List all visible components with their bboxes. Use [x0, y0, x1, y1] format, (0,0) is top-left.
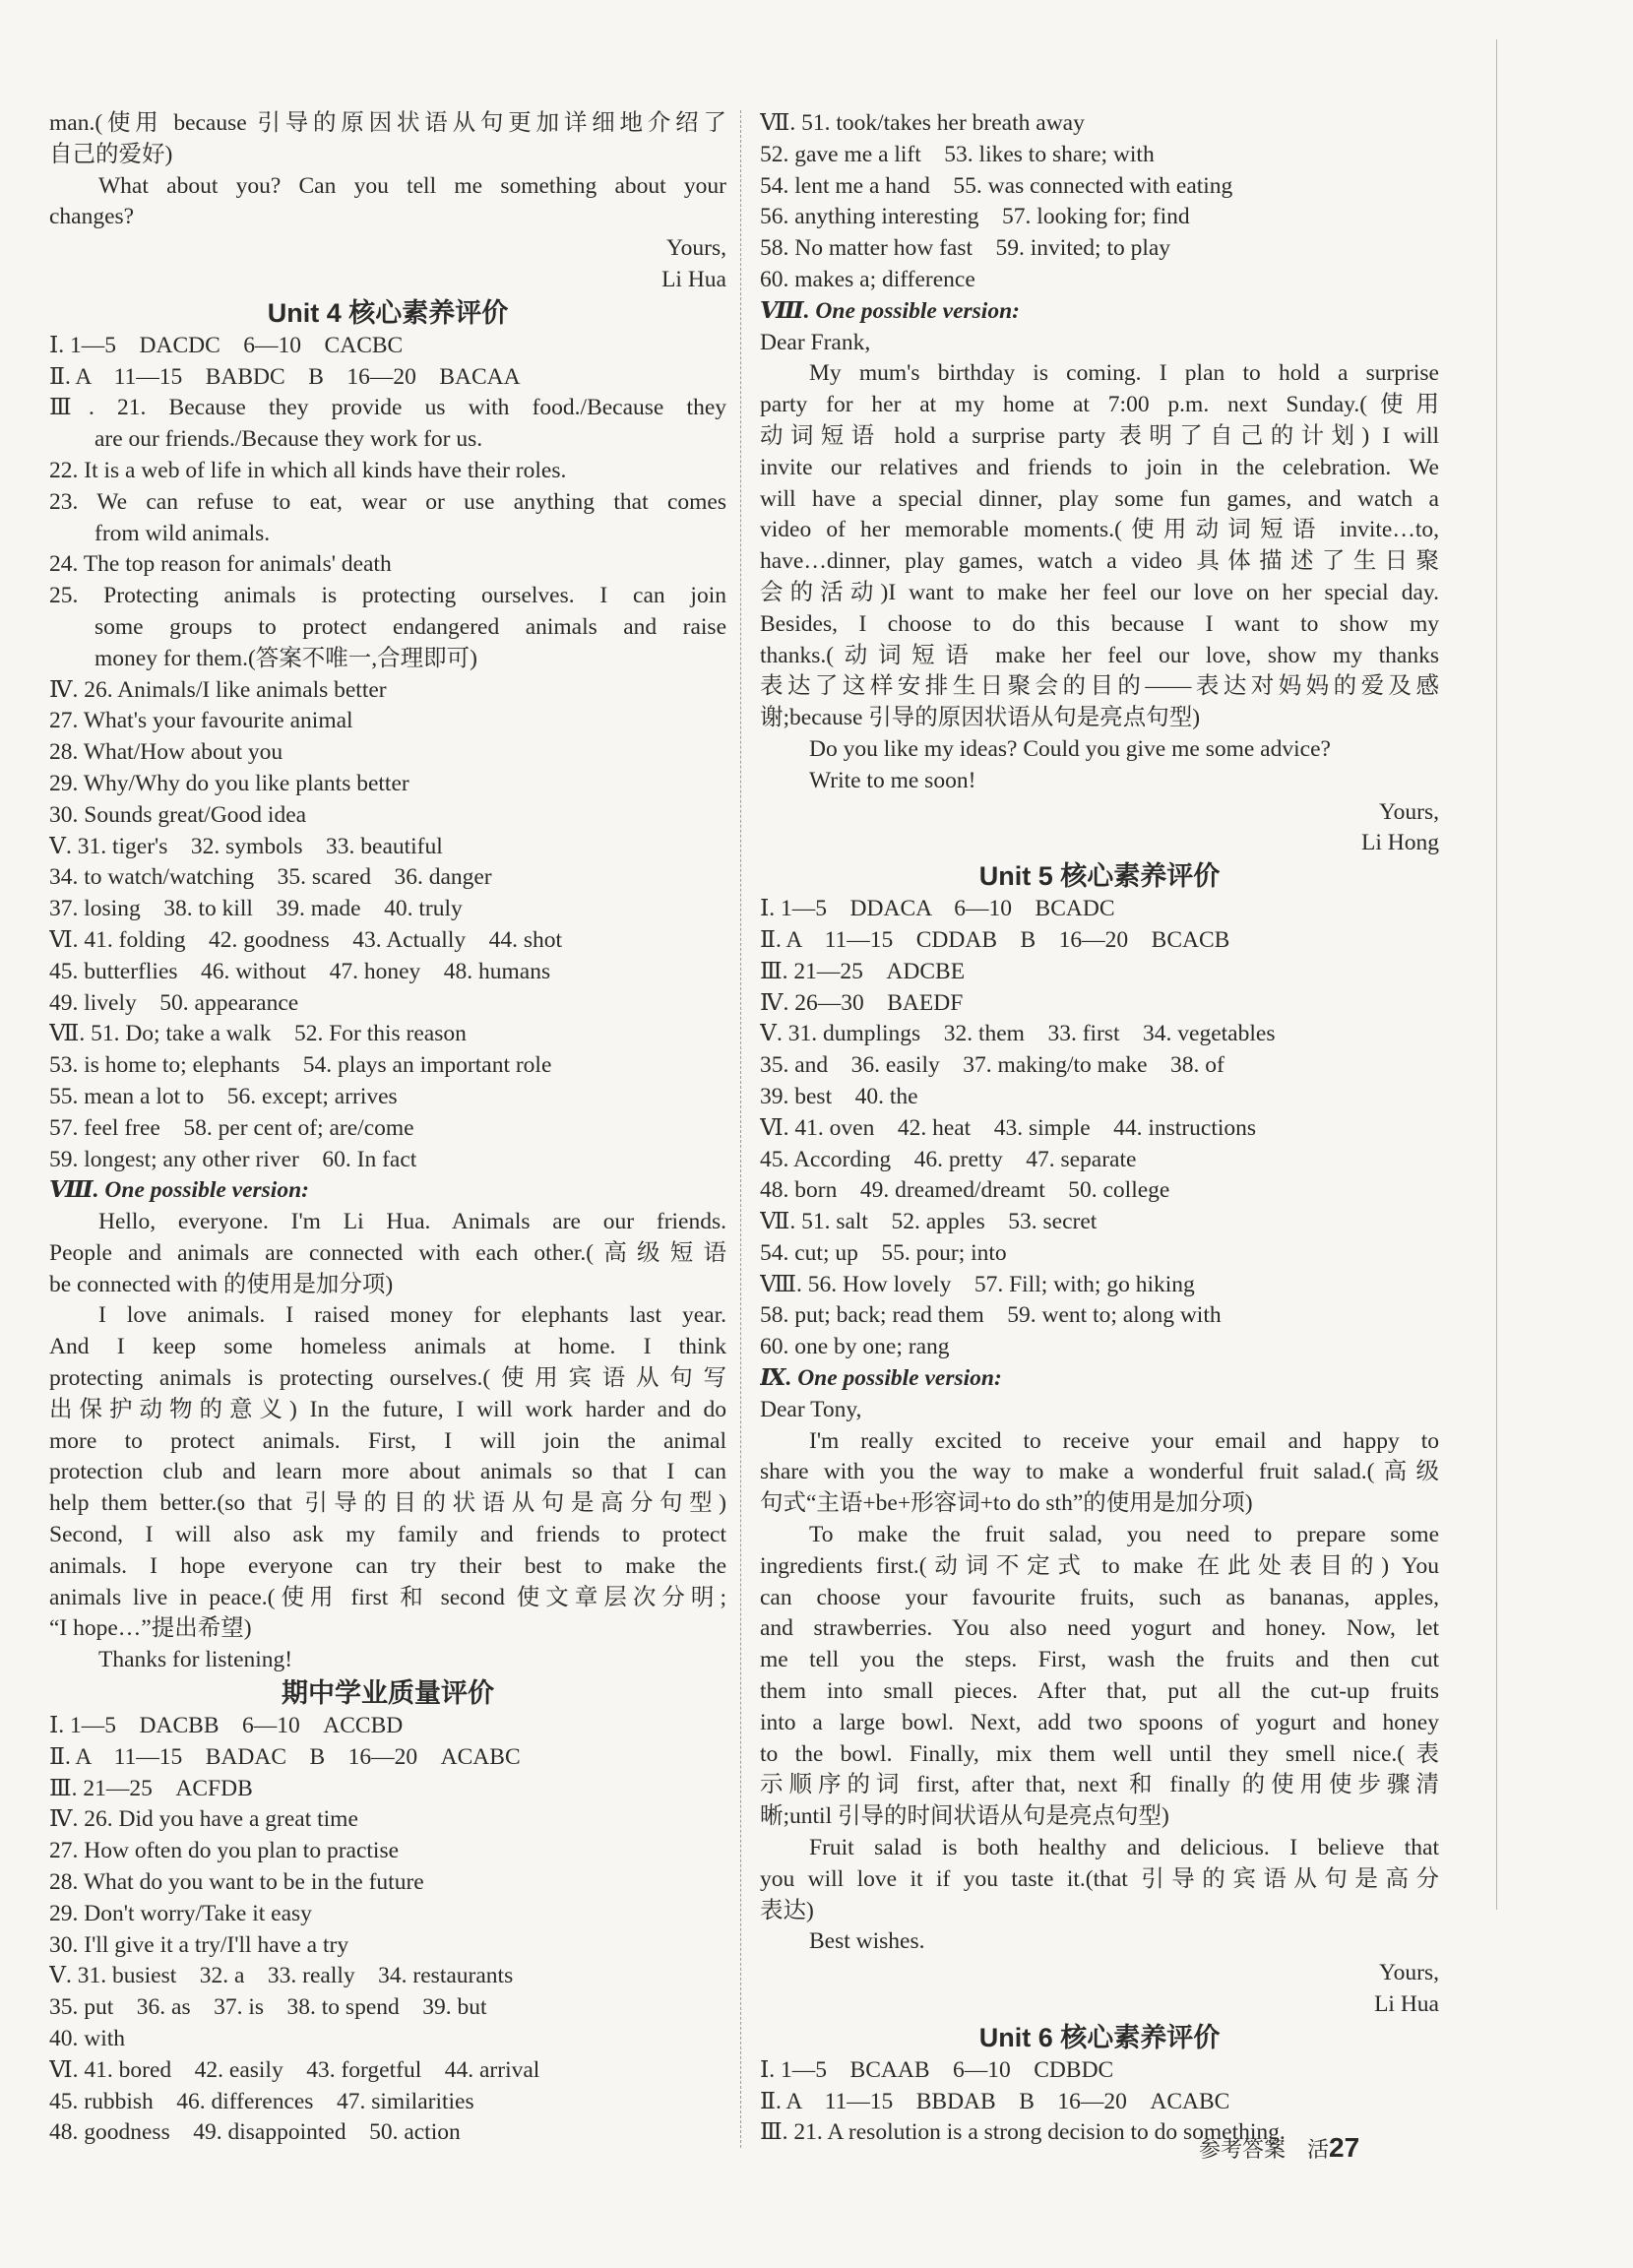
text-line: Ⅷ. 56. How lovely 57. Fill; with; go hiking — [760, 1271, 1195, 1297]
text-line: 表达) — [760, 1897, 814, 1923]
text-line: Ⅱ. A 11—15 BBDAB B 16—20 ACABC — [760, 2088, 1230, 2114]
scan-edge-line — [1496, 39, 1497, 1910]
section-heading: Unit 4 核心素养评价 — [267, 297, 509, 328]
column-divider — [740, 110, 741, 2148]
text-line: and strawberries. You also need yogurt and honey. Now, let — [760, 1615, 1439, 1642]
text-line: Hello, everyone. I'm Li Hua. Animals are our friends. — [98, 1209, 726, 1235]
text-line: 37. losing 38. to kill 39. made 40. truly — [49, 896, 463, 922]
text-line: Ⅰ. 1—5 DACBB 6—10 ACCBD — [49, 1713, 404, 1739]
text-line: changes? — [49, 204, 135, 230]
text-line: I love animals. I raised money for elephants last year. — [98, 1302, 726, 1329]
text-line: Write to me soon! — [809, 767, 976, 793]
text-line: 45. According 46. pretty 47. separate — [760, 1146, 1137, 1172]
text-line: 23. We can refuse to eat, wear or use anything that comes — [49, 488, 726, 515]
text-line: Yours, — [1379, 1960, 1439, 1986]
text-line: ingredients first.(动词不定式 to make 在此处表目的) You — [760, 1552, 1439, 1579]
text-line: from wild animals. — [94, 520, 271, 546]
text-line: Ⅶ. 51. took/takes her breath away — [760, 110, 1085, 136]
text-line: Ⅰ. 1—5 DACDC 6—10 CACBC — [49, 332, 404, 358]
text-line: People and animals are connected with each other.(高级短语 — [49, 1239, 726, 1266]
right-column — [760, 108, 1439, 2149]
text-line: To make the fruit salad, you need to prepare some — [809, 1522, 1439, 1548]
text-line: are our friends./Because they work for us. — [94, 426, 483, 453]
text-line: 60. one by one; rang — [760, 1334, 950, 1360]
text-line: will have a special dinner, play some fun games, and watch a — [760, 485, 1439, 512]
text-line: Ⅶ. 51. Do; take a walk 52. For this reason — [49, 1021, 467, 1047]
text-line: Li Hong — [1361, 830, 1439, 856]
text-line: Ⅳ. 26. Did you have a great time — [49, 1806, 358, 1833]
text-line: 句式“主语+be+形容词+to do sth”的使用是加分项) — [760, 1490, 1253, 1517]
text-line: 22. It is a web of life in which all kinds have their roles. — [49, 457, 567, 483]
text-line: Ⅴ. 31. busiest 32. a 33. really 34. restaurants — [49, 1963, 514, 1989]
text-line: Li Hua — [1374, 1991, 1439, 2018]
text-line: 58. put; back; read them 59. went to; along with — [760, 1302, 1222, 1329]
text-line: Ⅵ. 41. folding 42. goodness 43. Actually 44. shot — [49, 926, 563, 953]
text-line: 59. longest; any other river 60. In fact — [49, 1146, 417, 1172]
text-line: 55. mean a lot to 56. except; arrives — [49, 1083, 398, 1109]
text-line: 27. How often do you plan to practise — [49, 1838, 400, 1864]
text-line: you will love it if you taste it.(that 引导的宾语从句是高分 — [760, 1865, 1439, 1892]
text-line: be connected with 的使用是加分项) — [49, 1271, 394, 1297]
text-line: 49. lively 50. appearance — [49, 989, 299, 1016]
page-number: 27 — [1329, 2132, 1360, 2163]
section-heading: 期中学业质量评价 — [282, 1678, 494, 1709]
text-line: Best wishes. — [809, 1928, 925, 1955]
text-line: Ⅲ. 21—25 ACFDB — [49, 1775, 253, 1801]
text-line: 56. anything interesting 57. looking for; find — [760, 204, 1190, 230]
section-heading: Unit 6 核心素养评价 — [978, 2022, 1221, 2052]
text-line: Do you like my ideas? Could you give me some advice? — [809, 735, 1331, 762]
text-line: Ⅵ. 41. bored 42. easily 43. forgetful 44. arrival — [49, 2056, 540, 2083]
text-line: Ⅱ. A 11—15 CDDAB B 16—20 BCACB — [760, 926, 1230, 953]
text-line: 52. gave me a lift 53. likes to share; with — [760, 141, 1155, 167]
text-line: 35. and 36. easily 37. making/to make 38. of — [760, 1052, 1225, 1079]
text-line: Ⅰ. 1—5 DDACA 6—10 BCADC — [760, 896, 1115, 922]
text-line: money for them.(答案不唯一,合理即可) — [94, 645, 478, 671]
text-line: me tell you the steps. First, wash the fruits and then cut — [760, 1647, 1439, 1673]
text-line: I'm really excited to receive your email and happy to — [809, 1427, 1439, 1454]
text-line: 34. to watch/watching 35. scared 36. danger — [49, 864, 492, 891]
text-line: animals live in peace.(使用 first 和 second 使文章层次分明; — [49, 1584, 726, 1610]
text-line: video of her memorable moments.(使用动词短语 invite…to, — [760, 517, 1439, 543]
text-line: Dear Tony, — [760, 1396, 862, 1422]
text-line: 会的活动)I want to make her feel our love on her special day. — [760, 579, 1439, 605]
left-column — [49, 108, 726, 2149]
text-line: Yours, — [1379, 798, 1439, 825]
text-line: have…dinner, play games, watch a video 具体描述了生日聚 — [760, 548, 1439, 575]
section-heading: Unit 5 核心素养评价 — [978, 861, 1221, 892]
text-line: more to protect animals. First, I will join the animal — [49, 1427, 726, 1454]
text-line: them into small pieces. After that, put all the cut-up fruits — [760, 1678, 1439, 1705]
text-line: 39. best 40. the — [760, 1083, 918, 1109]
text-line: animals. I hope everyone can try their best to make the — [49, 1552, 726, 1579]
text-line: Yours, — [666, 235, 726, 262]
text-line: And I keep some homeless animals at home. I think — [49, 1334, 726, 1360]
text-line: 动词短语 hold a surprise party 表明了自己的计划) I will — [760, 422, 1439, 449]
text-line: 45. butterflies 46. without 47. honey 48. humans — [49, 958, 551, 984]
text-line: help them better.(so that 引导的目的状语从句是高分句型) — [49, 1490, 726, 1517]
text-line: 27. What's your favourite animal — [49, 708, 353, 734]
text-line: 60. makes a; difference — [760, 266, 975, 292]
text-line: Second, I will also ask my family and friends to protect — [49, 1522, 726, 1548]
text-line: 35. put 36. as 37. is 38. to spend 39. but — [49, 1994, 487, 2021]
text-line: Ⅰ. 1—5 BCAAB 6—10 CDBDC — [760, 2056, 1114, 2083]
text-line: to the bowl. Finally, mix them well until they smell nice.(表 — [760, 1740, 1439, 1767]
text-line: Ⅲ. 21—25 ADCBE — [760, 958, 966, 984]
text-line: Ⅴ. 31. dumplings 32. them 33. first 34. vegetables — [760, 1021, 1276, 1047]
text-line: into a large bowl. Next, add two spoons of yogurt and honey — [760, 1709, 1439, 1735]
text-line: 自己的爱好) — [49, 141, 173, 167]
text-line: 出保护动物的意义) In the future, I will work harder and do — [49, 1396, 726, 1422]
text-line: 48. goodness 49. disappointed 50. action — [49, 2119, 461, 2146]
text-line: Ⅲ. 21. Because they provide us with food./Because they — [49, 395, 726, 421]
text-line: Ⅳ. 26—30 BAEDF — [760, 989, 964, 1016]
text-line: 54. lent me a hand 55. was connected with eating — [760, 172, 1233, 199]
text-line: can choose your favourite fruits, such as bananas, apples, — [760, 1584, 1439, 1610]
text-line: man.(使用 because 引导的原因状语从句更加详细地介绍了 — [49, 110, 726, 136]
footer-label: 参考答案 活 — [1199, 2138, 1330, 2163]
text-line: protecting animals is protecting ourselves.(使用宾语从句写 — [49, 1365, 726, 1392]
text-line: Ⅸ. One possible version: — [760, 1365, 1002, 1392]
text-line: 示顺序的词 first, after that, next 和 finally 的使用使步骤清 — [760, 1772, 1439, 1798]
text-line: some groups to protect endangered animals and raise — [94, 613, 726, 640]
text-line: party for her at my home at 7:00 p.m. next Sunday.(使用 — [760, 392, 1439, 418]
text-line: 53. is home to; elephants 54. plays an important role — [49, 1052, 552, 1079]
text-line: 48. born 49. dreamed/dreamt 50. college — [760, 1177, 1170, 1204]
text-line: 30. I'll give it a try/I'll have a try — [49, 1931, 349, 1958]
text-line: 谢;because 引导的原因状语从句是亮点句型) — [760, 705, 1201, 731]
text-line: 29. Don't worry/Take it easy — [49, 1900, 312, 1926]
text-line: 25. Protecting animals is protecting ourselves. I can join — [49, 583, 726, 609]
text-line: Thanks for listening! — [98, 1647, 293, 1673]
text-line: What about you? Can you tell me something about your — [98, 172, 726, 199]
text-line: 表达了这样安排生日聚会的目的——表达对妈妈的爱及感 — [760, 673, 1439, 700]
text-line: 29. Why/Why do you like plants better — [49, 770, 409, 796]
page-footer — [1199, 2132, 1359, 2164]
text-line: 40. with — [49, 2026, 126, 2052]
text-line: invite our relatives and friends to join in the celebration. We — [760, 454, 1439, 480]
text-line: thanks.(动词短语 make her feel our love, show my thanks — [760, 642, 1439, 668]
text-line: Ⅱ. A 11—15 BADAC B 16—20 ACABC — [49, 1743, 521, 1770]
text-line: 28. What do you want to be in the future — [49, 1869, 424, 1896]
text-line: 58. No matter how fast 59. invited; to play — [760, 235, 1171, 262]
text-line: 28. What/How about you — [49, 739, 283, 766]
text-line: 30. Sounds great/Good idea — [49, 801, 307, 828]
text-line: 57. feel free 58. per cent of; are/come — [49, 1114, 414, 1141]
text-line: protection club and learn more about animals so that I can — [49, 1459, 726, 1485]
text-line: Ⅲ. 21. A resolution is a strong decision to do something. — [760, 2119, 1286, 2146]
text-line: Besides, I choose to do this because I want to show my — [760, 610, 1439, 637]
text-line: 晰;until 引导的时间状语从句是亮点句型) — [760, 1803, 1169, 1830]
text-line: Ⅶ. 51. salt 52. apples 53. secret — [760, 1209, 1098, 1235]
text-line: Ⅷ. One possible version: — [49, 1177, 309, 1204]
text-line: Ⅳ. 26. Animals/I like animals better — [49, 676, 387, 703]
text-line: Dear Frank, — [760, 329, 871, 355]
text-line: 24. The top reason for animals' death — [49, 551, 392, 578]
text-line: Ⅴ. 31. tiger's 32. symbols 33. beautiful — [49, 833, 443, 859]
text-line: 45. rubbish 46. differences 47. similarities — [49, 2088, 474, 2114]
text-line: “I hope…”提出希望) — [49, 1615, 252, 1642]
text-line: Ⅷ. One possible version: — [760, 297, 1020, 324]
text-line: Li Hua — [661, 266, 726, 292]
text-line: share with you the way to make a wonderful fruit salad.(高级 — [760, 1459, 1439, 1485]
text-line: Fruit salad is both healthy and delicious. I believe that — [809, 1835, 1439, 1861]
text-line: Ⅱ. A 11—15 BABDC B 16—20 BACAA — [49, 363, 521, 390]
text-line: Ⅵ. 41. oven 42. heat 43. simple 44. instructions — [760, 1114, 1257, 1141]
text-line: 54. cut; up 55. pour; into — [760, 1239, 1007, 1266]
text-line: My mum's birthday is coming. I plan to hold a surprise — [809, 360, 1439, 387]
